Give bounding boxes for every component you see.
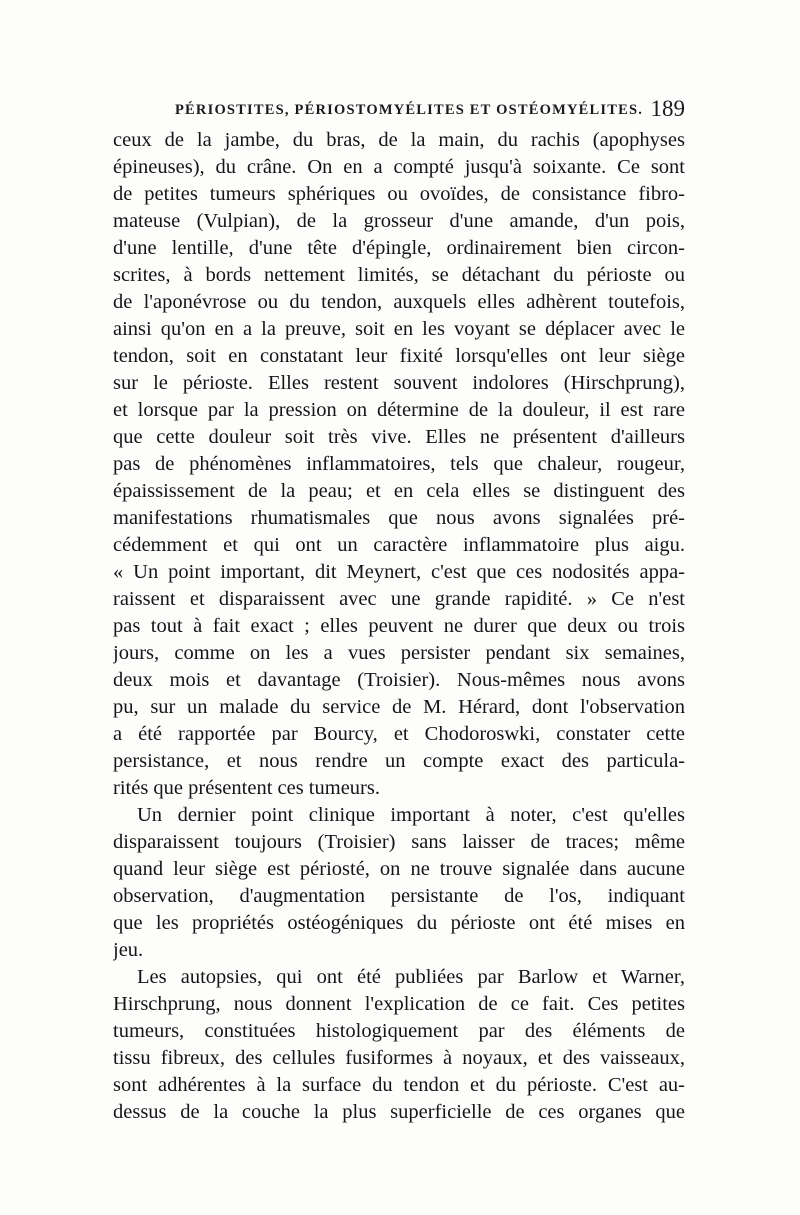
text-line: tendon, soit en constatant leur fixité lorsqu'elles ont leur siège (113, 345, 685, 367)
text-line: manifestations rhumatismales que nous avons signalées pré- (113, 507, 685, 529)
text-line: « Un point important, dit Meynert, c'est que ces nodosités appa- (113, 561, 685, 583)
page-number: 189 (650, 96, 685, 121)
text-line: ainsi qu'on en a la preuve, soit en les voyant se déplacer avec le (113, 318, 685, 340)
text-line: sont adhérentes à la surface du tendon et du périoste. C'est au- (113, 1074, 685, 1096)
text-line: dessus de la couche la plus superficielle de ces organes que (113, 1101, 685, 1123)
text-line: que cette douleur soit très vive. Elles ne présentent d'ailleurs (113, 426, 685, 448)
text-line: cédemment et qui ont un caractère inflammatoire plus aigu. (113, 534, 685, 556)
text-line: pas de phénomènes inflammatoires, tels que chaleur, rougeur, (113, 453, 685, 475)
running-title: PÉRIOSTITES, PÉRIOSTOMYÉLITES ET OSTÉOMYÉLITES. (175, 102, 644, 118)
text-line: a été rapportée par Bourcy, et Chodoroswki, constater cette (113, 723, 685, 745)
text-line: sur le périoste. Elles restent souvent indolores (Hirschprung), (113, 372, 685, 394)
text-line: deux mois et davantage (Troisier). Nous-mêmes nous avons (113, 669, 685, 691)
text-line: persistance, et nous rendre un compte exact des particula- (113, 750, 685, 772)
text-line: scrites, à bords nettement limités, se détachant du périoste ou (113, 264, 685, 286)
page-header (113, 96, 685, 126)
text-line: rités que présentent ces tumeurs. (113, 777, 380, 799)
text-line: quand leur siège est périosté, on ne trouve signalée dans aucune (113, 858, 685, 880)
body-text (113, 127, 685, 1126)
text-line: raissent et disparaissent avec une grande rapidité. » Ce n'est (113, 588, 685, 610)
text-line: Hirschprung, nous donnent l'explication de ce fait. Ces petites (113, 993, 685, 1015)
text-line: de petites tumeurs sphériques ou ovoïdes, de consistance fibro- (113, 183, 685, 205)
text-line: épaississement de la peau; et en cela elles se distinguent des (113, 480, 685, 502)
text-line: jours, comme on les a vues persister pendant six semaines, (113, 642, 685, 664)
text-line: tissu fibreux, des cellules fusiformes à noyaux, et des vaisseaux, (113, 1047, 685, 1069)
text-line: ceux de la jambe, du bras, de la main, du rachis (apophyses (113, 129, 685, 151)
text-line: Les autopsies, qui ont été publiées par Barlow et Warner, (137, 966, 685, 988)
text-line: et lorsque par la pression on détermine de la douleur, il est rare (113, 399, 685, 421)
text-line: disparaissent toujours (Troisier) sans laisser de traces; même (113, 831, 685, 853)
text-line: tumeurs, constituées histologiquement par des éléments de (113, 1020, 685, 1042)
text-line: épineuses), du crâne. On en a compté jusqu'à soixante. Ce sont (113, 156, 685, 178)
text-line: Un dernier point clinique important à noter, c'est qu'elles (137, 804, 685, 826)
text-line: pas tout à fait exact ; elles peuvent ne durer que deux ou trois (113, 615, 685, 637)
text-line: jeu. (113, 939, 144, 961)
text-line: d'une lentille, d'une tête d'épingle, ordinairement bien circon- (113, 237, 685, 259)
text-line: observation, d'augmentation persistante de l'os, indiquant (113, 885, 685, 907)
text-line: pu, sur un malade du service de M. Hérard, dont l'observation (113, 696, 685, 718)
text-line: que les propriétés ostéogéniques du périoste ont été mises en (113, 912, 685, 934)
text-line: mateuse (Vulpian), de la grosseur d'une amande, d'un pois, (113, 210, 685, 232)
text-line: de l'aponévrose ou du tendon, auxquels elles adhèrent toutefois, (113, 291, 685, 313)
